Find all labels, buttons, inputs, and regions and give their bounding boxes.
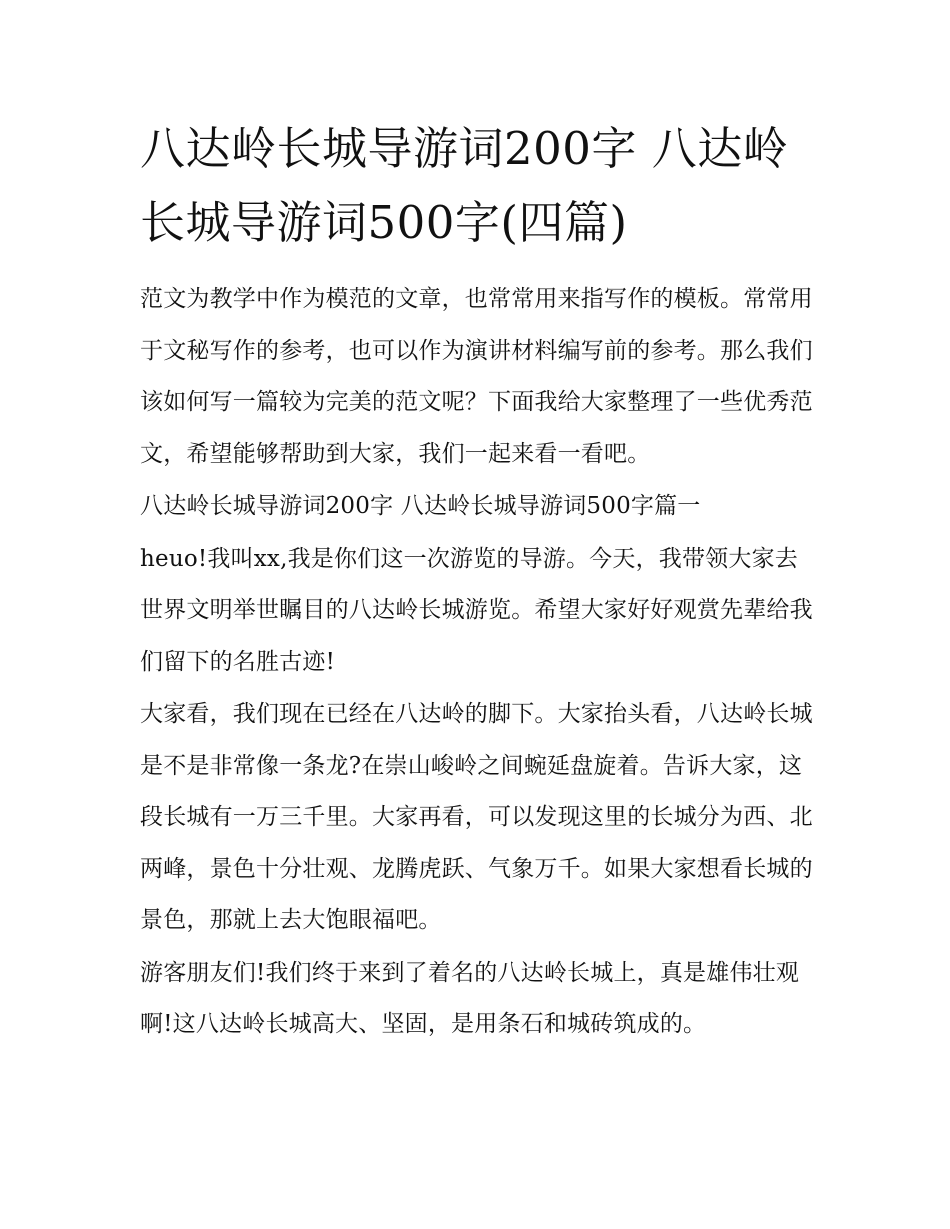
- document-title: 八达岭长城导游词200字 八达岭长城导游词500字(四篇): [140, 122, 789, 249]
- body-paragraph: 大家看，我们现在已经在八达岭的脚下。大家抬头看，八达岭长城是不是非常像一条龙?在崇山峻岭之间蜿延盘旋着。告诉大家，这段长城有一万三千里。大家再看，可以发现这里的长城分为西、北两峰，景色十分壮观、龙腾虎跃、气象万千。如果大家想看长城的景色，那就上去大饱眼福吧。: [140, 701, 813, 933]
- intro-paragraph: 范文为教学中作为模范的文章，也常常用来指写作的模板。常常用于文秘写作的参考，也可以作为演讲材料编写前的参考。那么我们该如何写一篇较为完美的范文呢？下面我给大家整理了一些优秀范文，希望能够帮助到大家，我们一起来看一看吧。: [140, 286, 813, 467]
- body-paragraph: 游客朋友们!我们终于来到了着名的八达岭长城上，真是雄伟壮观啊!这八达岭长城高大、坚固，是用条石和城砖筑成的。: [140, 959, 800, 1037]
- body-paragraph: heuo!我叫xx,我是你们这一次游览的导游。今天，我带领大家去世界文明举世瞩目的八达岭长城游览。希望大家好好观赏先辈给我们留下的名胜古迹!: [140, 545, 813, 675]
- section-heading: 八达岭长城导游词200字 八达岭长城导游词500字篇一: [140, 493, 701, 519]
